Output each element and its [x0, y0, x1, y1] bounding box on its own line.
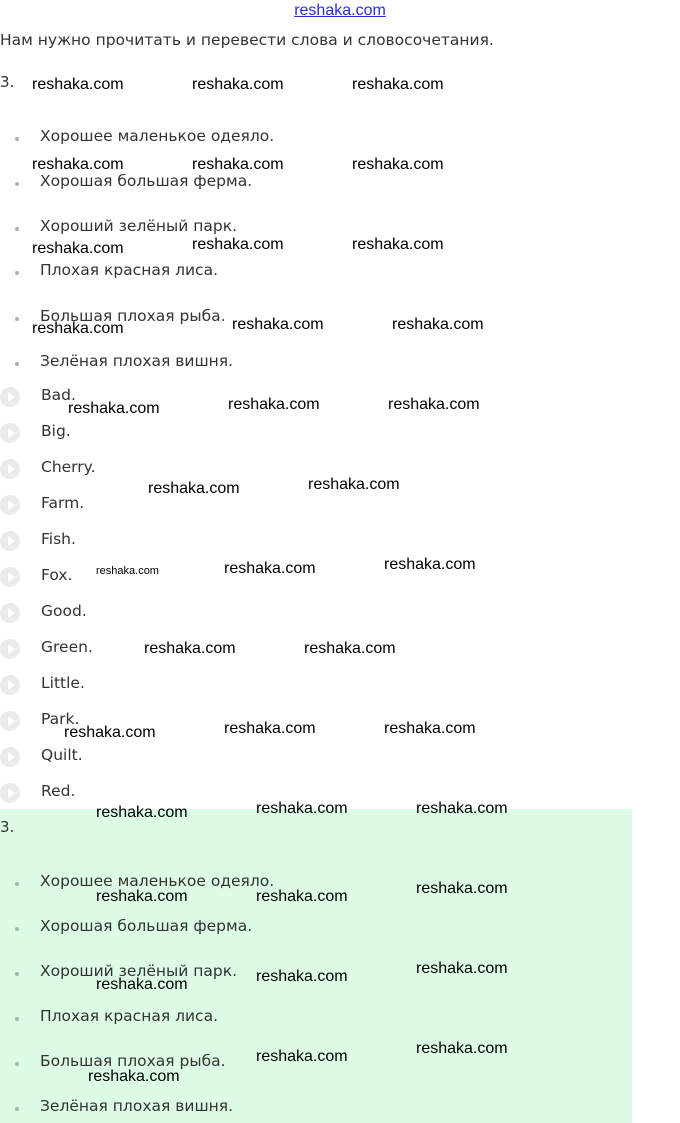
answer-phrase-item: Зелёная плохая вишня.: [18, 1097, 211, 1115]
answer-phrase-item: Плохая красная лиса.: [18, 1007, 196, 1025]
watermark: reshaka.com: [352, 76, 444, 93]
play-icon[interactable]: [0, 603, 20, 623]
watermark: reshaka.com: [32, 240, 124, 257]
watermark: reshaka.com: [308, 476, 400, 493]
answer-number: 3.: [0, 818, 15, 836]
phrase-item: Большая плохая рыба.: [18, 307, 204, 325]
play-icon[interactable]: [0, 567, 20, 587]
phrase-item: Хороший зелёный парк.: [18, 217, 215, 235]
watermark: reshaka.com: [392, 316, 484, 333]
watermark: reshaka.com: [96, 804, 188, 821]
phrase-item: Хорошая большая ферма.: [18, 172, 230, 190]
watermark: reshaka.com: [96, 888, 188, 905]
watermark: reshaka.com: [224, 720, 316, 737]
play-icon[interactable]: [0, 495, 20, 515]
watermark: reshaka.com: [32, 76, 124, 93]
word-label: Bad.: [41, 386, 76, 404]
watermark: reshaka.com: [192, 236, 284, 253]
answer-phrase-item: Хорошее маленькое одеяло.: [18, 872, 252, 890]
watermark: reshaka.com: [256, 888, 348, 905]
watermark: reshaka.com: [64, 724, 156, 741]
watermark: reshaka.com: [96, 565, 159, 577]
watermark: reshaka.com: [352, 236, 444, 253]
answer-phrase-item: Хорошая большая ферма.: [18, 917, 230, 935]
watermark: reshaka.com: [32, 156, 124, 173]
word-label: Park.: [41, 710, 80, 728]
play-icon[interactable]: [0, 747, 20, 767]
word-label: Quilt.: [41, 746, 83, 764]
watermark: reshaka.com: [144, 640, 236, 657]
play-icon[interactable]: [0, 675, 20, 695]
watermark: reshaka.com: [232, 316, 324, 333]
word-label: Big.: [41, 422, 71, 440]
task-intro: Нам нужно прочитать и перевести слова и словосочетания.: [0, 31, 494, 49]
watermark: reshaka.com: [416, 1040, 508, 1057]
word-label: Cherry.: [41, 458, 96, 476]
watermark: reshaka.com: [68, 400, 160, 417]
word-label: Green.: [41, 638, 93, 656]
watermark: reshaka.com: [192, 76, 284, 93]
word-label: Red.: [41, 782, 76, 800]
watermark: reshaka.com: [148, 480, 240, 497]
play-icon[interactable]: [0, 639, 20, 659]
phrase-item: Хорошее маленькое одеяло.: [18, 127, 252, 145]
watermark: reshaka.com: [256, 968, 348, 985]
answer-phrase-item: Большая плохая рыба.: [18, 1052, 204, 1070]
watermark: reshaka.com: [384, 720, 476, 737]
phrase-item: Зелёная плохая вишня.: [18, 352, 211, 370]
task-number: 3.: [0, 73, 15, 91]
word-label: Fox.: [41, 566, 73, 584]
watermark: reshaka.com: [416, 960, 508, 977]
play-icon[interactable]: [0, 423, 20, 443]
play-icon[interactable]: [0, 531, 20, 551]
watermark: reshaka.com: [304, 640, 396, 657]
watermark: reshaka.com: [388, 396, 480, 413]
watermark: reshaka.com: [32, 320, 124, 337]
watermark: reshaka.com: [384, 556, 476, 573]
word-label: Good.: [41, 602, 87, 620]
answer-phrase-item: Хороший зелёный парк.: [18, 962, 215, 980]
play-icon[interactable]: [0, 711, 20, 731]
play-icon[interactable]: [0, 783, 20, 803]
watermark: reshaka.com: [224, 560, 316, 577]
watermark: reshaka.com: [192, 156, 284, 173]
watermark: reshaka.com: [96, 976, 188, 993]
watermark: reshaka.com: [416, 880, 508, 897]
phrase-item: Плохая красная лиса.: [18, 261, 196, 279]
word-label: Little.: [41, 674, 85, 692]
watermark: reshaka.com: [228, 396, 320, 413]
watermark: reshaka.com: [256, 1048, 348, 1065]
watermark: reshaka.com: [416, 800, 508, 817]
watermark: reshaka.com: [88, 1068, 180, 1085]
site-header-link[interactable]: reshaka.com: [294, 2, 386, 19]
play-icon[interactable]: [0, 459, 20, 479]
word-label: Fish.: [41, 530, 76, 548]
watermark: reshaka.com: [256, 800, 348, 817]
word-label: Farm.: [41, 494, 85, 512]
watermark: reshaka.com: [352, 156, 444, 173]
play-icon[interactable]: [0, 387, 20, 407]
